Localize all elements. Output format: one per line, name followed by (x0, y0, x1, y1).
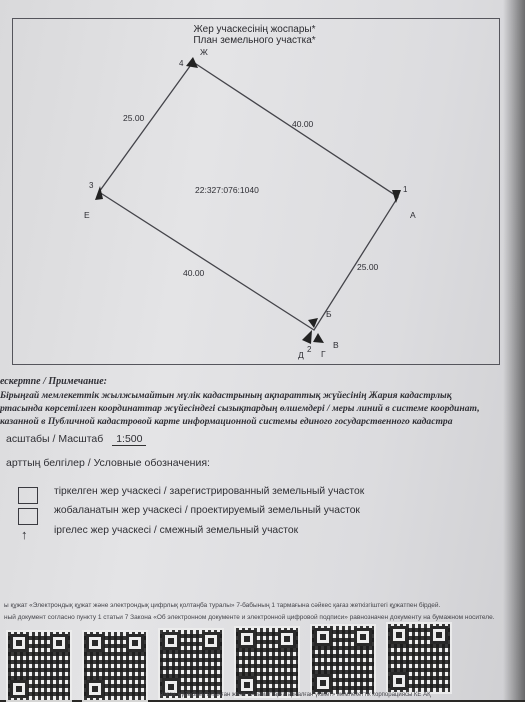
qr-code (234, 626, 300, 698)
footer-line-2: ный документ согласно пункту 1 статьи 7 Закона «Об электронном документе и электронной цифровой подписи» равнозначен документу на бумажном носителе. (4, 614, 495, 621)
legend-title: арттың белгілер / Условные обозначения: (6, 457, 210, 469)
qr-code (310, 624, 376, 696)
point-number-1: 1 (403, 185, 408, 194)
point-letter-g: Г (321, 349, 326, 359)
point-number-4: 4 (179, 59, 184, 68)
side-length-2-3: 40.00 (183, 268, 205, 278)
legend-registered-text: тіркелген жер учаскесі / зарегистрированный земельный участок (54, 486, 365, 497)
plan-title-ru: План земельного участка* (193, 35, 316, 46)
adjacent-arrow-icon (302, 330, 312, 344)
scale-row (6, 433, 146, 446)
square-outline-icon (18, 487, 38, 504)
scale-label: асштабы / Масштаб (6, 433, 104, 445)
qr-code (158, 628, 224, 700)
point-number-2: 2 (307, 345, 312, 354)
point-letter-e: Е (84, 210, 90, 220)
side-length-1-2: 25.00 (357, 262, 379, 272)
adjacent-arrow-icon (392, 190, 401, 203)
page-edge-shadow (503, 0, 525, 700)
point-number-3: 3 (89, 181, 94, 190)
side-length-4-1: 40.00 (292, 119, 314, 129)
adjacent-arrow-icon (313, 333, 324, 343)
qr-code (6, 630, 72, 702)
parcel-boundary (99, 62, 398, 330)
plan-title-kz: Жер учаскесінің жоспары* (193, 24, 316, 35)
point-letter-zh: Ж (200, 47, 208, 57)
note-line-2: ртасында көрсетілген координаттар жүйесіндегі сызықтардың өлшемдері / меры линий в системе координат, (0, 403, 480, 414)
parcel-id: 22:327:076:1040 (195, 185, 259, 195)
point-letter-b: Б (326, 309, 332, 319)
note-heading: ескертпе / Примечание: (0, 376, 108, 387)
point-letter-v: В (333, 340, 339, 350)
legend-projected-text: жобаланатын жер учаскесі / проектируемый земельный участок (54, 505, 360, 516)
note-line-3: казанной в Публичной кадастровой карте информационной системы единого государственного кадастра (0, 416, 453, 427)
adjacent-arrow-icon (186, 57, 198, 68)
point-letter-d: Д (298, 350, 304, 360)
footer-line-1: ы құжат «Электрондық құжат және электрондық цифрлық қолтаңба туралы» 7-бабының 1 тармағына сәйкес қағаз жеткізгіштегі құжатпен бірдей. (4, 602, 441, 609)
note-line-1: Бірыңғай мемлекеттік жылжымайтын мүлік кадастрының ақпараттық жүйесінің Жария кадастрлық (0, 390, 452, 401)
point-letter-a: А (410, 210, 416, 220)
side-length-3-4: 25.00 (123, 113, 145, 123)
arrow-up-icon: ↑ (21, 527, 28, 542)
square-outline-icon (18, 508, 38, 525)
scale-value: 1:500 (112, 433, 146, 446)
qr-code (82, 630, 148, 702)
legend-adjacent-text: іргелес жер учаскесі / смежный земельный участок (54, 525, 299, 536)
footer-line-3: ялған жүйесінен алынған және «Азаматтарға арналған үкімет» мемлекеттік корпорациясы КЕ АҚ (160, 692, 431, 698)
qr-code (386, 622, 452, 694)
